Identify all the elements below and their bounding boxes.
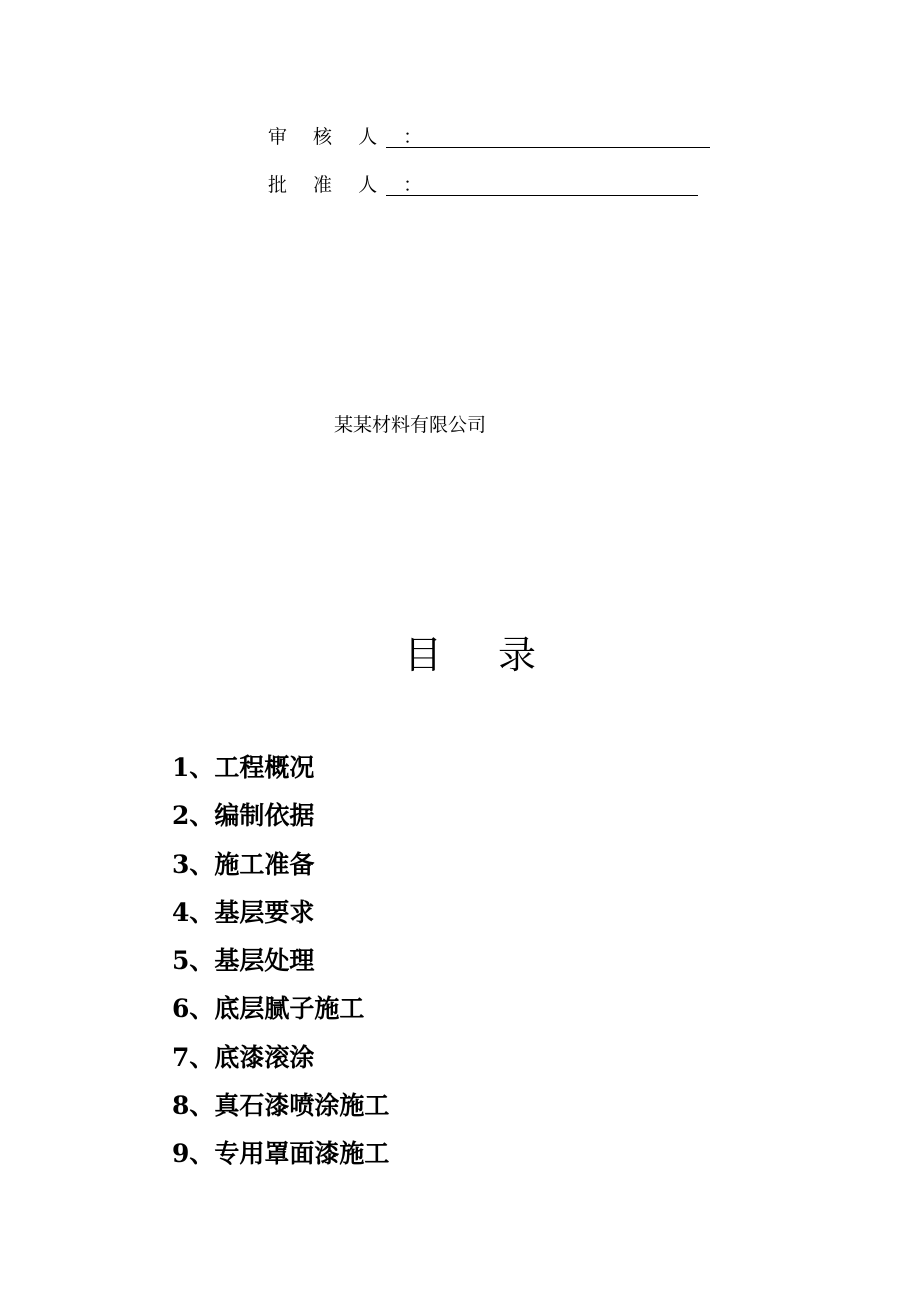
toc-item-3: 3、施工准备 [172, 849, 315, 879]
toc-item-7: 7、底漆滚涂 [172, 1042, 315, 1072]
approver-signature-line [386, 195, 698, 196]
toc-item-8: 8、真石漆喷涂施工 [172, 1091, 390, 1121]
reviewer-signature-row [268, 125, 432, 149]
approver-label: 批 准 人 ： [268, 174, 433, 196]
toc-item-9: 9、专用罩面漆施工 [172, 1139, 390, 1169]
toc-list [172, 744, 389, 1179]
toc-item-5: 5、基层处理 [172, 946, 315, 976]
company-name: 某某材料有限公司 [334, 414, 487, 436]
toc-title [404, 628, 536, 682]
toc-title-char-2: 录 [498, 633, 537, 677]
reviewer-label: 审 核 人 ： [268, 126, 433, 148]
reviewer-signature-line [386, 147, 710, 148]
approver-signature-row [268, 173, 432, 197]
toc-item-6: 6、底层腻子施工 [172, 994, 365, 1024]
toc-title-char-1: 目 [404, 633, 443, 677]
toc-item-2: 2、编制依据 [172, 801, 315, 831]
toc-item-1: 1、工程概况 [172, 753, 315, 782]
toc-item-4: 4、基层要求 [172, 897, 315, 927]
